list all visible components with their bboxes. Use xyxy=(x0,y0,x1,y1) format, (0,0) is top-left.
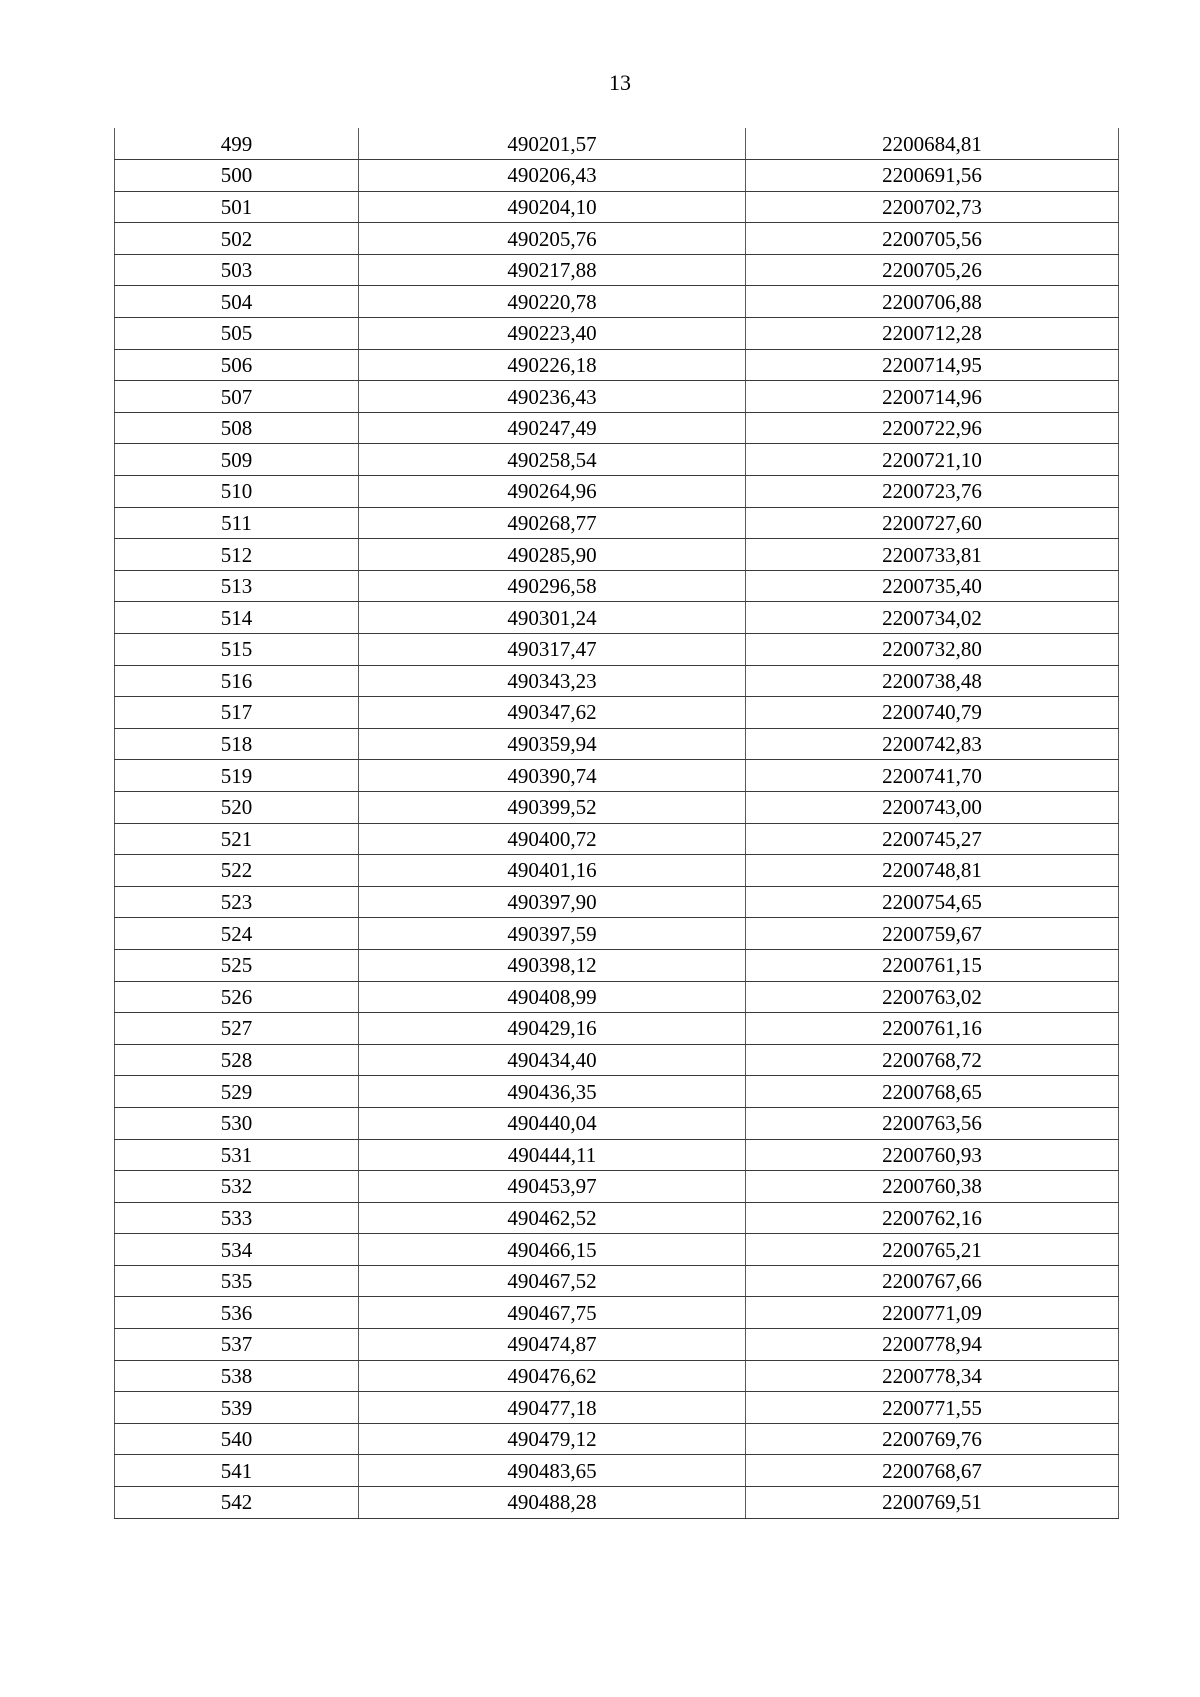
y-coordinate-cell: 2200763,56 xyxy=(746,1107,1119,1139)
table-row xyxy=(115,791,1119,823)
y-coordinate-cell: 2200763,02 xyxy=(746,981,1119,1013)
y-coordinate-cell: 2200706,88 xyxy=(746,286,1119,318)
table-row xyxy=(115,949,1119,981)
y-coordinate-cell: 2200768,67 xyxy=(746,1455,1119,1487)
table-row xyxy=(115,349,1119,381)
point-number-cell: 531 xyxy=(115,1139,359,1171)
y-coordinate-cell: 2200732,80 xyxy=(746,634,1119,666)
point-number-cell: 533 xyxy=(115,1202,359,1234)
table-row xyxy=(115,476,1119,508)
point-number-cell: 530 xyxy=(115,1107,359,1139)
point-number-cell: 504 xyxy=(115,286,359,318)
table-row xyxy=(115,697,1119,729)
x-coordinate-cell: 490201,57 xyxy=(359,128,746,160)
point-number-cell: 509 xyxy=(115,444,359,476)
x-coordinate-cell: 490453,97 xyxy=(359,1171,746,1203)
point-number-cell: 523 xyxy=(115,886,359,918)
x-coordinate-cell: 490488,28 xyxy=(359,1487,746,1519)
y-coordinate-cell: 2200768,65 xyxy=(746,1076,1119,1108)
y-coordinate-cell: 2200740,79 xyxy=(746,697,1119,729)
x-coordinate-cell: 490399,52 xyxy=(359,791,746,823)
point-number-cell: 514 xyxy=(115,602,359,634)
table-row xyxy=(115,1044,1119,1076)
x-coordinate-cell: 490223,40 xyxy=(359,318,746,350)
point-number-cell: 542 xyxy=(115,1487,359,1519)
table-row xyxy=(115,539,1119,571)
table-row xyxy=(115,918,1119,950)
y-coordinate-cell: 2200735,40 xyxy=(746,570,1119,602)
table-row xyxy=(115,760,1119,792)
x-coordinate-cell: 490467,75 xyxy=(359,1297,746,1329)
y-coordinate-cell: 2200714,95 xyxy=(746,349,1119,381)
y-coordinate-cell: 2200741,70 xyxy=(746,760,1119,792)
y-coordinate-cell: 2200760,93 xyxy=(746,1139,1119,1171)
point-number-cell: 539 xyxy=(115,1392,359,1424)
page-number: 13 xyxy=(609,70,631,95)
point-number-cell: 505 xyxy=(115,318,359,350)
x-coordinate-cell: 490343,23 xyxy=(359,665,746,697)
table-row xyxy=(115,412,1119,444)
x-coordinate-cell: 490226,18 xyxy=(359,349,746,381)
x-coordinate-cell: 490479,12 xyxy=(359,1423,746,1455)
x-coordinate-cell: 490247,49 xyxy=(359,412,746,444)
x-coordinate-cell: 490296,58 xyxy=(359,570,746,602)
table-row xyxy=(115,223,1119,255)
y-coordinate-cell: 2200760,38 xyxy=(746,1171,1119,1203)
y-coordinate-cell: 2200768,72 xyxy=(746,1044,1119,1076)
y-coordinate-cell: 2200702,73 xyxy=(746,191,1119,223)
y-coordinate-cell: 2200705,56 xyxy=(746,223,1119,255)
y-coordinate-cell: 2200762,16 xyxy=(746,1202,1119,1234)
coordinates-table-body xyxy=(115,128,1119,1518)
y-coordinate-cell: 2200714,96 xyxy=(746,381,1119,413)
x-coordinate-cell: 490205,76 xyxy=(359,223,746,255)
y-coordinate-cell: 2200765,21 xyxy=(746,1234,1119,1266)
table-row xyxy=(115,728,1119,760)
x-coordinate-cell: 490462,52 xyxy=(359,1202,746,1234)
point-number-cell: 535 xyxy=(115,1265,359,1297)
table-row xyxy=(115,1455,1119,1487)
table-row xyxy=(115,1202,1119,1234)
x-coordinate-cell: 490408,99 xyxy=(359,981,746,1013)
point-number-cell: 499 xyxy=(115,128,359,160)
point-number-cell: 537 xyxy=(115,1329,359,1361)
y-coordinate-cell: 2200778,34 xyxy=(746,1360,1119,1392)
x-coordinate-cell: 490440,04 xyxy=(359,1107,746,1139)
table-row xyxy=(115,318,1119,350)
table-row xyxy=(115,1297,1119,1329)
x-coordinate-cell: 490390,74 xyxy=(359,760,746,792)
table-row xyxy=(115,1329,1119,1361)
point-number-cell: 527 xyxy=(115,1013,359,1045)
point-number-cell: 503 xyxy=(115,254,359,286)
y-coordinate-cell: 2200722,96 xyxy=(746,412,1119,444)
x-coordinate-cell: 490347,62 xyxy=(359,697,746,729)
y-coordinate-cell: 2200733,81 xyxy=(746,539,1119,571)
x-coordinate-cell: 490258,54 xyxy=(359,444,746,476)
x-coordinate-cell: 490236,43 xyxy=(359,381,746,413)
table-row xyxy=(115,570,1119,602)
table-row xyxy=(115,1360,1119,1392)
point-number-cell: 529 xyxy=(115,1076,359,1108)
x-coordinate-cell: 490317,47 xyxy=(359,634,746,666)
x-coordinate-cell: 490467,52 xyxy=(359,1265,746,1297)
point-number-cell: 510 xyxy=(115,476,359,508)
y-coordinate-cell: 2200754,65 xyxy=(746,886,1119,918)
table-row xyxy=(115,634,1119,666)
table-row xyxy=(115,1423,1119,1455)
x-coordinate-cell: 490477,18 xyxy=(359,1392,746,1424)
x-coordinate-cell: 490220,78 xyxy=(359,286,746,318)
y-coordinate-cell: 2200769,76 xyxy=(746,1423,1119,1455)
table-row xyxy=(115,191,1119,223)
table-row xyxy=(115,128,1119,160)
coordinates-table-container xyxy=(114,128,1118,1519)
x-coordinate-cell: 490483,65 xyxy=(359,1455,746,1487)
y-coordinate-cell: 2200771,09 xyxy=(746,1297,1119,1329)
table-row xyxy=(115,1107,1119,1139)
x-coordinate-cell: 490436,35 xyxy=(359,1076,746,1108)
x-coordinate-cell: 490397,59 xyxy=(359,918,746,950)
point-number-cell: 524 xyxy=(115,918,359,950)
table-row xyxy=(115,1392,1119,1424)
point-number-cell: 532 xyxy=(115,1171,359,1203)
y-coordinate-cell: 2200745,27 xyxy=(746,823,1119,855)
table-row xyxy=(115,507,1119,539)
point-number-cell: 501 xyxy=(115,191,359,223)
y-coordinate-cell: 2200727,60 xyxy=(746,507,1119,539)
table-row xyxy=(115,1487,1119,1519)
y-coordinate-cell: 2200743,00 xyxy=(746,791,1119,823)
point-number-cell: 502 xyxy=(115,223,359,255)
point-number-cell: 507 xyxy=(115,381,359,413)
table-row xyxy=(115,254,1119,286)
point-number-cell: 521 xyxy=(115,823,359,855)
point-number-cell: 540 xyxy=(115,1423,359,1455)
table-row xyxy=(115,665,1119,697)
table-row xyxy=(115,1171,1119,1203)
point-number-cell: 513 xyxy=(115,570,359,602)
table-row xyxy=(115,1076,1119,1108)
point-number-cell: 512 xyxy=(115,539,359,571)
x-coordinate-cell: 490285,90 xyxy=(359,539,746,571)
table-row xyxy=(115,886,1119,918)
table-row xyxy=(115,823,1119,855)
x-coordinate-cell: 490400,72 xyxy=(359,823,746,855)
x-coordinate-cell: 490206,43 xyxy=(359,160,746,192)
table-row xyxy=(115,602,1119,634)
x-coordinate-cell: 490466,15 xyxy=(359,1234,746,1266)
y-coordinate-cell: 2200712,28 xyxy=(746,318,1119,350)
point-number-cell: 518 xyxy=(115,728,359,760)
y-coordinate-cell: 2200771,55 xyxy=(746,1392,1119,1424)
x-coordinate-cell: 490301,24 xyxy=(359,602,746,634)
point-number-cell: 511 xyxy=(115,507,359,539)
y-coordinate-cell: 2200742,83 xyxy=(746,728,1119,760)
table-row xyxy=(115,1234,1119,1266)
point-number-cell: 508 xyxy=(115,412,359,444)
point-number-cell: 541 xyxy=(115,1455,359,1487)
x-coordinate-cell: 490204,10 xyxy=(359,191,746,223)
table-row xyxy=(115,1139,1119,1171)
point-number-cell: 522 xyxy=(115,855,359,887)
table-row xyxy=(115,381,1119,413)
x-coordinate-cell: 490434,40 xyxy=(359,1044,746,1076)
y-coordinate-cell: 2200761,16 xyxy=(746,1013,1119,1045)
y-coordinate-cell: 2200684,81 xyxy=(746,128,1119,160)
y-coordinate-cell: 2200721,10 xyxy=(746,444,1119,476)
table-row xyxy=(115,286,1119,318)
point-number-cell: 500 xyxy=(115,160,359,192)
y-coordinate-cell: 2200759,67 xyxy=(746,918,1119,950)
point-number-cell: 515 xyxy=(115,634,359,666)
x-coordinate-cell: 490476,62 xyxy=(359,1360,746,1392)
x-coordinate-cell: 490359,94 xyxy=(359,728,746,760)
y-coordinate-cell: 2200778,94 xyxy=(746,1329,1119,1361)
y-coordinate-cell: 2200691,56 xyxy=(746,160,1119,192)
y-coordinate-cell: 2200748,81 xyxy=(746,855,1119,887)
x-coordinate-cell: 490217,88 xyxy=(359,254,746,286)
table-row xyxy=(115,444,1119,476)
table-row xyxy=(115,160,1119,192)
point-number-cell: 536 xyxy=(115,1297,359,1329)
point-number-cell: 528 xyxy=(115,1044,359,1076)
point-number-cell: 506 xyxy=(115,349,359,381)
x-coordinate-cell: 490444,11 xyxy=(359,1139,746,1171)
x-coordinate-cell: 490397,90 xyxy=(359,886,746,918)
x-coordinate-cell: 490268,77 xyxy=(359,507,746,539)
point-number-cell: 517 xyxy=(115,697,359,729)
table-row xyxy=(115,1013,1119,1045)
y-coordinate-cell: 2200769,51 xyxy=(746,1487,1119,1519)
coordinates-table xyxy=(114,128,1119,1519)
y-coordinate-cell: 2200723,76 xyxy=(746,476,1119,508)
point-number-cell: 519 xyxy=(115,760,359,792)
y-coordinate-cell: 2200705,26 xyxy=(746,254,1119,286)
y-coordinate-cell: 2200767,66 xyxy=(746,1265,1119,1297)
table-row xyxy=(115,1265,1119,1297)
x-coordinate-cell: 490398,12 xyxy=(359,949,746,981)
point-number-cell: 526 xyxy=(115,981,359,1013)
table-row xyxy=(115,981,1119,1013)
y-coordinate-cell: 2200761,15 xyxy=(746,949,1119,981)
table-row xyxy=(115,855,1119,887)
point-number-cell: 538 xyxy=(115,1360,359,1392)
x-coordinate-cell: 490264,96 xyxy=(359,476,746,508)
point-number-cell: 534 xyxy=(115,1234,359,1266)
y-coordinate-cell: 2200738,48 xyxy=(746,665,1119,697)
point-number-cell: 516 xyxy=(115,665,359,697)
point-number-cell: 525 xyxy=(115,949,359,981)
y-coordinate-cell: 2200734,02 xyxy=(746,602,1119,634)
x-coordinate-cell: 490429,16 xyxy=(359,1013,746,1045)
x-coordinate-cell: 490474,87 xyxy=(359,1329,746,1361)
x-coordinate-cell: 490401,16 xyxy=(359,855,746,887)
point-number-cell: 520 xyxy=(115,791,359,823)
